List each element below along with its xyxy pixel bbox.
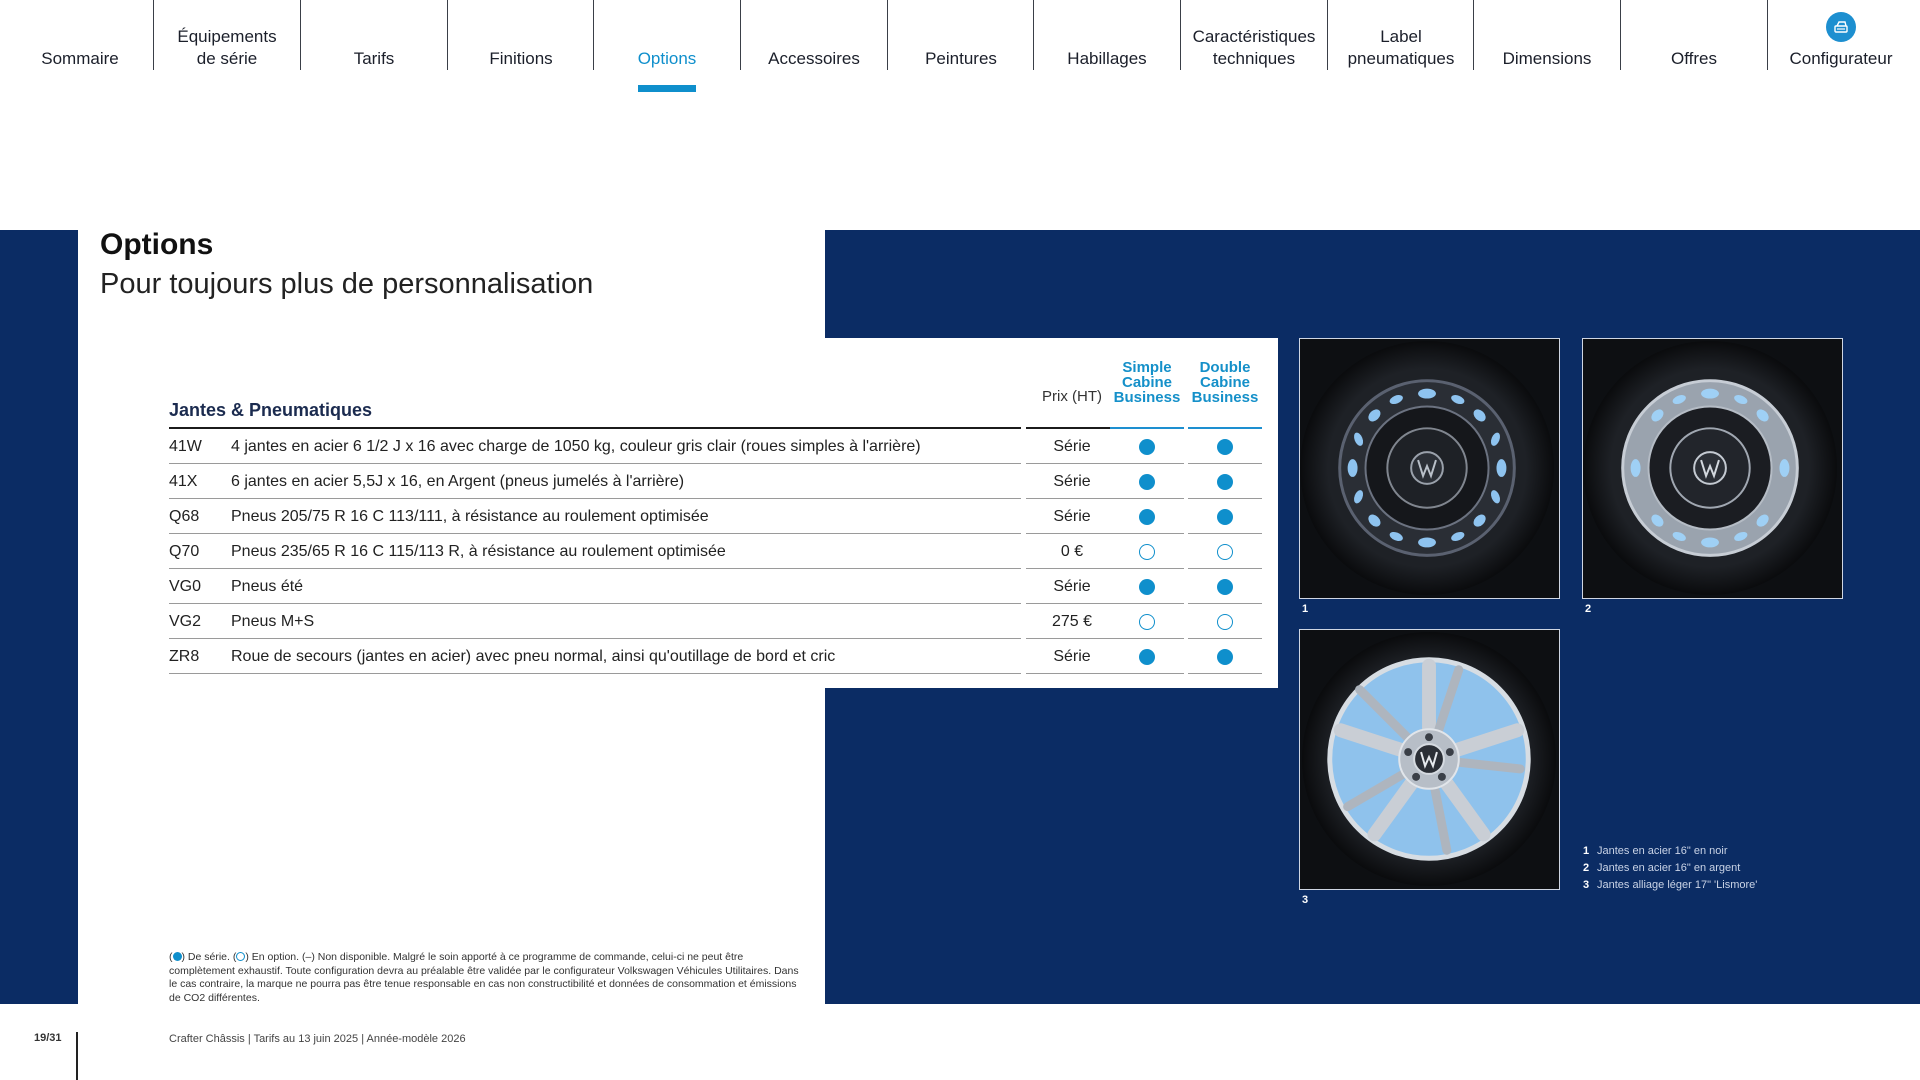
page-title: Options — [100, 228, 214, 261]
nav-item-options[interactable]: Options — [637, 49, 697, 68]
option-code: VG2 — [169, 612, 202, 630]
availability-simple-cabine — [1110, 499, 1184, 534]
option-code: 41W — [169, 437, 202, 455]
row-divider — [1110, 673, 1184, 674]
availability-double-cabine — [1188, 534, 1262, 569]
nav-item-peintures[interactable]: Peintures — [925, 49, 997, 68]
option-price: 275 € — [1051, 612, 1093, 630]
nav-item-dimensions[interactable]: Dimensions — [1502, 49, 1592, 68]
legend-standard: De série. — [187, 951, 230, 963]
wheel-image-steel-silver — [1582, 338, 1843, 599]
caption-text: Jantes en acier 16" en argent — [1597, 862, 1741, 874]
table-row — [169, 499, 1261, 534]
availability-standard-icon — [1139, 474, 1155, 490]
availability-standard-icon — [1217, 509, 1233, 525]
caption-number: 2 — [1583, 862, 1590, 874]
table-row — [169, 569, 1261, 604]
nav-item-caracteristiques[interactable]: Caractéristiques techniques — [1192, 27, 1316, 68]
nav-item-sommaire[interactable]: Sommaire — [41, 49, 119, 68]
option-price: Série — [1053, 507, 1091, 525]
availability-standard-icon — [1139, 509, 1155, 525]
column-header-simple-cabine: Simple Cabine Business — [1113, 359, 1181, 406]
nav-item-accessoires[interactable]: Accessoires — [768, 49, 860, 68]
option-description: Pneus 235/65 R 16 C 115/113 R, à résistance au roulement optimisée — [231, 542, 726, 560]
page-number: 19/31 — [34, 1032, 62, 1044]
availability-simple-cabine — [1110, 569, 1184, 604]
availability-double-cabine — [1188, 429, 1262, 464]
option-code: VG0 — [169, 577, 202, 595]
options-table — [169, 345, 1261, 674]
table-row — [169, 534, 1261, 569]
footer-divider — [76, 1032, 78, 1080]
option-price: Série — [1053, 472, 1091, 490]
availability-double-cabine — [1188, 639, 1262, 674]
footer-text: Crafter Châssis | Tarifs au 13 juin 2025 | Année-modèle 2026 — [169, 1033, 466, 1045]
nav-item-offres[interactable]: Offres — [1671, 49, 1717, 68]
option-price: Série — [1053, 577, 1091, 595]
table-row — [169, 639, 1261, 674]
availability-standard-icon — [1217, 579, 1233, 595]
option-code: Q68 — [169, 507, 200, 525]
caption-item — [1583, 860, 1757, 877]
left-accent-panel — [0, 230, 78, 1004]
image-number-1: 1 — [1302, 603, 1309, 615]
section-title: Jantes & Pneumatiques — [169, 400, 373, 420]
option-price: Série — [1053, 437, 1091, 455]
availability-standard-icon — [1217, 439, 1233, 455]
table-body — [169, 429, 1261, 674]
image-number-2: 2 — [1585, 603, 1592, 615]
availability-double-cabine — [1188, 604, 1262, 639]
availability-standard-icon — [1139, 579, 1155, 595]
option-description: Pneus été — [231, 577, 304, 595]
legal-footnote: ( ) De série. ( ) En option. (–) Non disponible. Malgré le soin apporté à ce programme de commande, celui-ci ne peut être complètement exhaustif. Toute configuration devra au préalable être validée par le configurateur Volkswagen Véhicules Utilitaires. Dans le cas contraire, la marque ne pourra pas être tenue responsable en cas non constructibilité et données de consommation et émissions de CO2 différentes. — [169, 951, 799, 1004]
nav-item-configurateur[interactable] — [1768, 0, 1914, 70]
availability-simple-cabine — [1110, 534, 1184, 569]
nav-item-configurateur-label: Configurateur — [1789, 49, 1893, 68]
nav-item-tarifs[interactable]: Tarifs — [353, 49, 395, 68]
availability-simple-cabine — [1110, 429, 1184, 464]
availability-standard-icon — [1217, 649, 1233, 665]
table-row — [169, 429, 1261, 464]
active-tab-indicator — [638, 85, 696, 92]
availability-simple-cabine — [1110, 604, 1184, 639]
option-price: 0 € — [1060, 542, 1084, 560]
table-header — [169, 345, 1261, 429]
option-code: ZR8 — [169, 647, 200, 665]
row-divider — [1188, 673, 1262, 674]
caption-item — [1583, 877, 1757, 894]
nav-item-finitions[interactable]: Finitions — [489, 49, 553, 68]
table-row — [169, 464, 1261, 499]
option-price: Série — [1053, 647, 1091, 665]
availability-option-icon — [1139, 544, 1155, 560]
availability-standard-icon — [1217, 474, 1233, 490]
row-divider — [1026, 673, 1118, 674]
availability-option-icon — [1139, 614, 1155, 630]
availability-option-icon — [1217, 544, 1233, 560]
availability-standard-icon — [1139, 439, 1155, 455]
nav-item-equipements[interactable]: Équipements de série — [177, 27, 277, 68]
page-subtitle: Pour toujours plus de personnalisation — [100, 268, 594, 300]
option-description: 6 jantes en acier 5,5J x 16, en Argent (pneus jumelés à l'arrière) — [231, 472, 685, 490]
caption-number: 3 — [1583, 879, 1590, 891]
image-captions — [1583, 843, 1757, 894]
image-number-3: 3 — [1302, 894, 1309, 906]
top-navigation — [0, 0, 1920, 95]
legend-option: En option. — [251, 951, 300, 963]
availability-double-cabine — [1188, 569, 1262, 604]
option-description: 4 jantes en acier 6 1/2 J x 16 avec charge de 1050 kg, couleur gris clair (roues simples à l'arrière) — [231, 437, 921, 455]
option-code: 41X — [169, 472, 198, 490]
wheel-image-steel-black — [1299, 338, 1560, 599]
caption-text: Jantes en acier 16" en noir — [1597, 845, 1728, 857]
page-heading — [100, 226, 593, 304]
caption-text: Jantes alliage léger 17" 'Lismore' — [1597, 879, 1758, 891]
caption-item — [1583, 843, 1757, 860]
availability-double-cabine — [1188, 499, 1262, 534]
standard-legend-icon — [173, 952, 182, 961]
availability-standard-icon — [1139, 649, 1155, 665]
option-description: Pneus 205/75 R 16 C 113/111, à résistance au roulement optimisée — [231, 507, 709, 525]
availability-simple-cabine — [1110, 639, 1184, 674]
footnote-body: (–) Non disponible. Malgré le soin apporté à ce programme de commande, celui-ci ne peut être complètement exhaustif. Toute configuration devra au préalable être validée par le configurateur Volkswagen Véhicules Utilitaires. Dans le cas contraire, la marque ne pourra pas être tenue responsable en cas non constructibilité et données de consommation et émissions de CO2 différentes. — [169, 951, 799, 1004]
nav-item-label-pneumatiques[interactable]: Label pneumatiques — [1347, 27, 1455, 68]
option-legend-icon — [236, 952, 245, 961]
option-code: Q70 — [169, 542, 200, 560]
wheel-image-alloy-lismore — [1299, 629, 1560, 890]
nav-item-habillages[interactable]: Habillages — [1067, 49, 1147, 68]
option-description: Pneus M+S — [231, 612, 315, 630]
row-divider — [169, 673, 1021, 674]
option-description: Roue de secours (jantes en acier) avec pneu normal, ainsi qu'outillage de bord et cric — [231, 647, 836, 665]
price-column-header: Prix (HT) — [1042, 388, 1102, 405]
availability-simple-cabine — [1110, 464, 1184, 499]
availability-double-cabine — [1188, 464, 1262, 499]
table-row — [169, 604, 1261, 639]
availability-option-icon — [1217, 614, 1233, 630]
caption-number: 1 — [1583, 845, 1590, 857]
configurator-icon[interactable] — [1826, 12, 1856, 42]
column-header-double-cabine: Double Cabine Business — [1191, 359, 1259, 406]
